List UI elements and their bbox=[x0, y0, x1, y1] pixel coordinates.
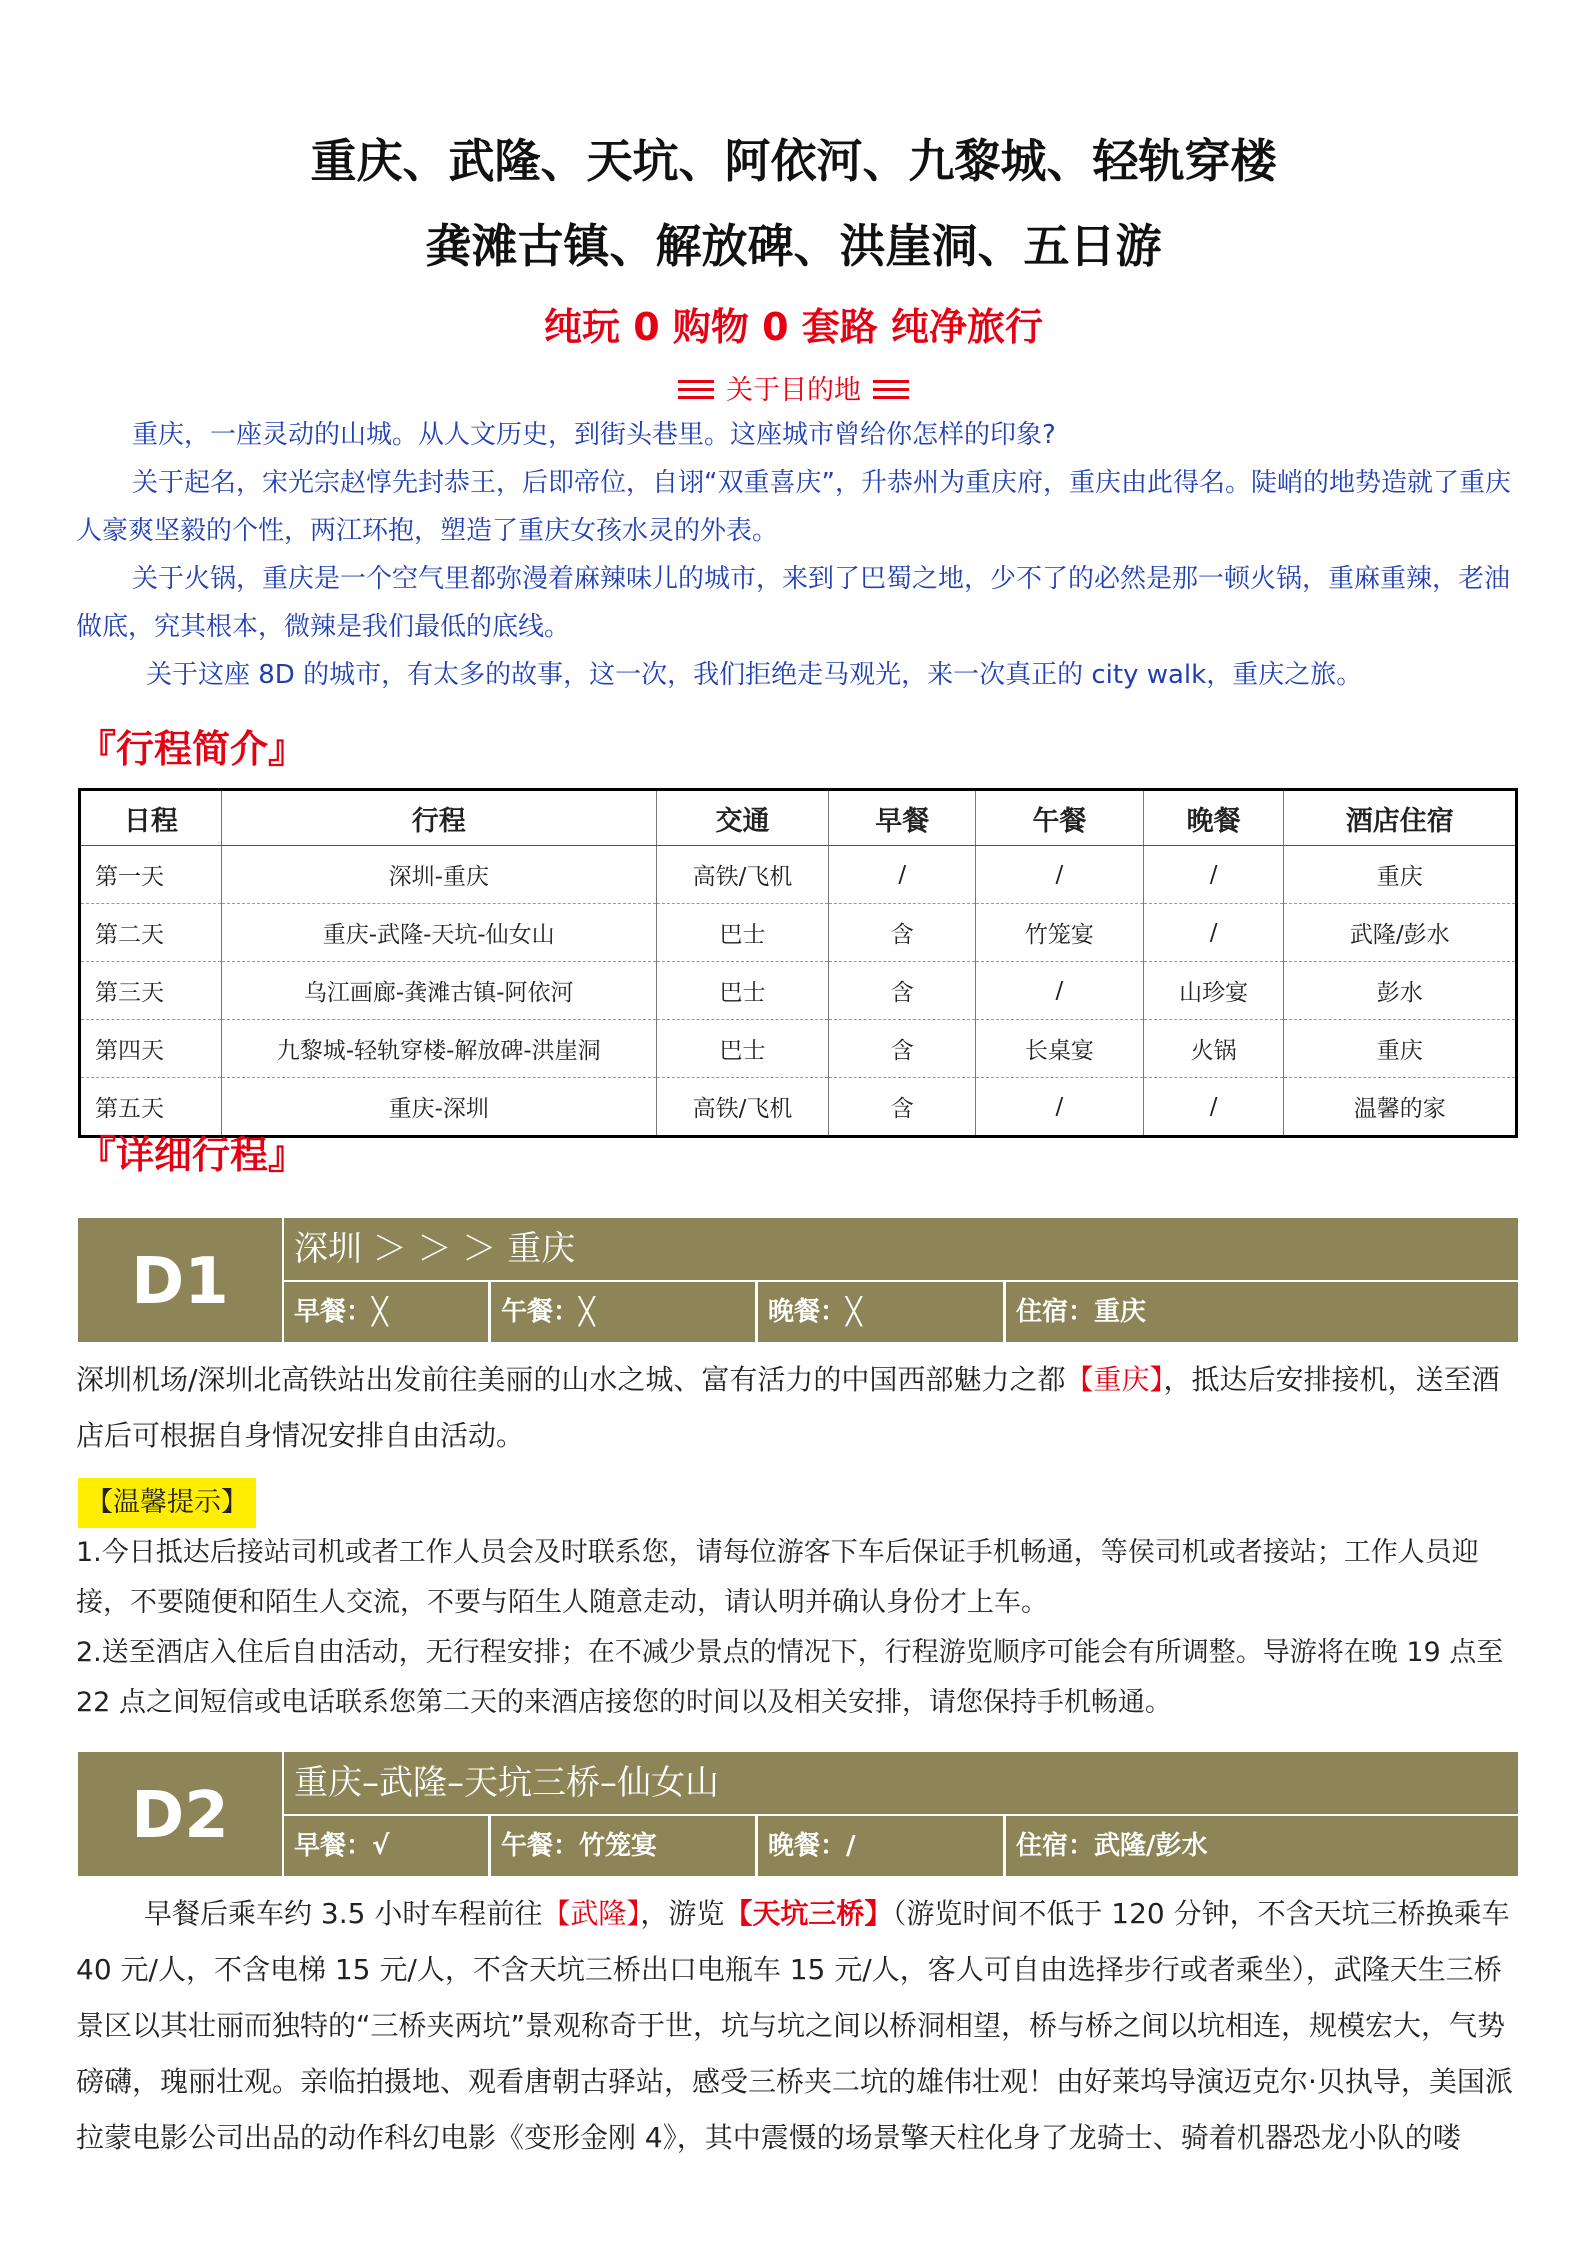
intro-paragraph: 关于这座 8D 的城市，有太多的故事，这一次，我们拒绝走马观光，来一次真正的 city walk，重庆之旅。 bbox=[146, 660, 1363, 690]
breakfast-info: 早餐：╳ bbox=[284, 1282, 488, 1342]
col-header: 午餐 bbox=[976, 790, 1144, 846]
table-cell: / bbox=[1143, 846, 1284, 904]
table-cell: 含 bbox=[829, 904, 976, 962]
about-destination-heading bbox=[0, 368, 1587, 407]
table-row bbox=[80, 904, 1517, 962]
table-cell: 第三天 bbox=[80, 962, 222, 1020]
table-cell: 第二天 bbox=[80, 904, 222, 962]
desc-text: 早餐后乘车约 3.5 小时车程前往 bbox=[144, 1897, 543, 1930]
col-header: 酒店住宿 bbox=[1284, 790, 1517, 846]
day1-description bbox=[76, 1352, 1520, 1464]
intro-paragraph: 关于起名，宋光宗赵惇先封恭王，后即帝位，自诩“双重喜庆”，升恭州为重庆府，重庆由此得名。陡峭的地势造就了重庆人豪爽坚毅的个性，两江环抱，塑造了重庆女孩水灵的外表。 bbox=[76, 468, 1511, 546]
table-cell: 竹笼宴 bbox=[976, 904, 1144, 962]
day-number: D1 bbox=[78, 1218, 282, 1342]
menu-lines-icon bbox=[678, 380, 714, 404]
table-cell: / bbox=[976, 1078, 1144, 1137]
table-header-row bbox=[80, 790, 1517, 846]
day2-description bbox=[76, 1886, 1520, 2226]
table-row bbox=[80, 846, 1517, 904]
table-cell: 含 bbox=[829, 1078, 976, 1137]
hotel-info: 住宿：武隆/彭水 bbox=[1006, 1816, 1518, 1876]
desc-highlight: 【天坑三桥】 bbox=[724, 1897, 893, 1930]
tip-item: 1.今日抵达后接站司机或者工作人员会及时联系您，请每位游客下车后保证手机畅通，等侯司机或者接站；工作人员迎接，不要随便和陌生人交流，不要与陌生人随意走动，请认明并确认身份才上车。 bbox=[76, 1537, 1479, 1618]
col-header: 日程 bbox=[80, 790, 222, 846]
table-cell: 第五天 bbox=[80, 1078, 222, 1137]
table-cell: / bbox=[976, 846, 1144, 904]
table-cell: / bbox=[1143, 904, 1284, 962]
section-summary-title: 『行程简介』 bbox=[78, 727, 307, 771]
table-row bbox=[80, 1020, 1517, 1078]
table-cell: 重庆-深圳 bbox=[221, 1078, 656, 1137]
table-cell: 巴士 bbox=[656, 904, 829, 962]
desc-text: 深圳机场/深圳北高铁站出发前往美丽的山水之城、富有活力的中国西部魅力之都 bbox=[76, 1363, 1066, 1396]
table-row bbox=[80, 962, 1517, 1020]
lunch-info: 午餐：竹笼宴 bbox=[491, 1816, 755, 1876]
table-cell: 高铁/飞机 bbox=[656, 846, 829, 904]
warm-tips-label: 【温馨提示】 bbox=[78, 1478, 256, 1528]
page-title-line1: 重庆、武隆、天坑、阿依河、九黎城、轻轨穿楼 bbox=[310, 134, 1277, 188]
menu-lines-icon bbox=[873, 380, 909, 404]
table-cell: 巴士 bbox=[656, 962, 829, 1020]
table-cell: 第一天 bbox=[80, 846, 222, 904]
table-cell: 彭水 bbox=[1284, 962, 1517, 1020]
table-cell: / bbox=[1143, 1078, 1284, 1137]
desc-text: ，抵达后安排接机，送至酒店后可根据自身情况安排自由活动。 bbox=[76, 1363, 1500, 1452]
col-header: 早餐 bbox=[829, 790, 976, 846]
desc-highlight: 【重庆】 bbox=[1065, 1363, 1164, 1396]
intro-paragraph: 重庆，一座灵动的山城。从人文历史，到街头巷里。这座城市曾给你怎样的印象? bbox=[132, 420, 1056, 450]
intro-text bbox=[76, 411, 1524, 699]
table-cell: 九黎城-轻轨穿楼-解放碑-洪崖洞 bbox=[221, 1020, 656, 1078]
day1-header bbox=[78, 1218, 1518, 1342]
col-header: 交通 bbox=[656, 790, 829, 846]
table-cell: / bbox=[829, 846, 976, 904]
day-route: 重庆–武隆–天坑三桥–仙女山 bbox=[284, 1752, 1518, 1814]
section-detail-title: 『详细行程』 bbox=[78, 1133, 307, 1177]
table-cell: 重庆 bbox=[1284, 846, 1517, 904]
table-cell: 含 bbox=[829, 1020, 976, 1078]
hotel-info: 住宿：重庆 bbox=[1006, 1282, 1518, 1342]
slogan: 纯玩 0 购物 0 套路 纯净旅行 bbox=[543, 305, 1044, 349]
table-cell: 深圳-重庆 bbox=[221, 846, 656, 904]
table-cell: 乌江画廊-龚滩古镇-阿依河 bbox=[221, 962, 656, 1020]
day-number: D2 bbox=[78, 1752, 282, 1876]
table-cell: 温馨的家 bbox=[1284, 1078, 1517, 1137]
table-cell: 第四天 bbox=[80, 1020, 222, 1078]
day-route: 深圳 ＞ ＞ ＞ 重庆 bbox=[284, 1218, 1518, 1280]
tip-item: 2.送至酒店入住后自由活动，无行程安排；在不减少景点的情况下，行程游览顺序可能会有所调整。导游将在晚 19 点至 22 点之间短信或电话联系您第二天的来酒店接您的时间以及相关安排，请您保持手机畅通。 bbox=[76, 1637, 1504, 1718]
table-cell: 火锅 bbox=[1143, 1020, 1284, 1078]
table-cell: 武隆/彭水 bbox=[1284, 904, 1517, 962]
desc-highlight: 【武隆】 bbox=[542, 1897, 641, 1930]
itinerary-summary-table bbox=[78, 788, 1518, 1138]
table-cell: 重庆 bbox=[1284, 1020, 1517, 1078]
about-label: 关于目的地 bbox=[726, 375, 861, 406]
table-cell: 高铁/飞机 bbox=[656, 1078, 829, 1137]
page-title-line2: 龚滩古镇、解放碑、洪崖洞、五日游 bbox=[425, 219, 1162, 273]
table-cell: 含 bbox=[829, 962, 976, 1020]
table-cell: 山珍宴 bbox=[1143, 962, 1284, 1020]
table-cell: 长桌宴 bbox=[976, 1020, 1144, 1078]
breakfast-info: 早餐：√ bbox=[284, 1816, 488, 1876]
day2-header bbox=[78, 1752, 1518, 1876]
table-cell: 巴士 bbox=[656, 1020, 829, 1078]
lunch-info: 午餐：╳ bbox=[491, 1282, 755, 1342]
day1-tips bbox=[76, 1528, 1520, 1728]
desc-text: （游览时间不低于 120 分钟，不含天坑三桥换乘车 40 元/人，不含电梯 15 元/人，不含天坑三桥出口电瓶车 15 元/人，客人可自由选择步行或者乘坐），武隆天生三桥景区以其壮丽而独特的“三桥夹两坑”景观称奇于世，坑与坑之间以桥洞相望，桥与桥之间以坑相连，规模宏大，气势磅礴，瑰丽壮观。亲临拍摄地、观看唐朝古驿站，感受三桥夹二坑的雄伟壮观！由好莱坞导演迈克尔·贝执导，美国派拉蒙电影公司出品的动作科幻电影《变形金刚 4》，其中震慑的场景擎天柱化身了龙骑士、骑着机器恐龙小队的喽 bbox=[76, 1897, 1513, 2154]
dinner-info: 晚餐：╳ bbox=[758, 1282, 1003, 1342]
col-header: 行程 bbox=[221, 790, 656, 846]
dinner-info: 晚餐：/ bbox=[758, 1816, 1003, 1876]
intro-paragraph: 关于火锅，重庆是一个空气里都弥漫着麻辣味儿的城市，来到了巴蜀之地，少不了的必然是那一顿火锅，重麻重辣，老油做底，究其根本，微辣是我们最低的底线。 bbox=[76, 564, 1511, 642]
col-header: 晚餐 bbox=[1143, 790, 1284, 846]
table-cell: 重庆-武隆-天坑-仙女山 bbox=[221, 904, 656, 962]
desc-text: ，游览 bbox=[640, 1897, 725, 1930]
table-cell: / bbox=[976, 962, 1144, 1020]
